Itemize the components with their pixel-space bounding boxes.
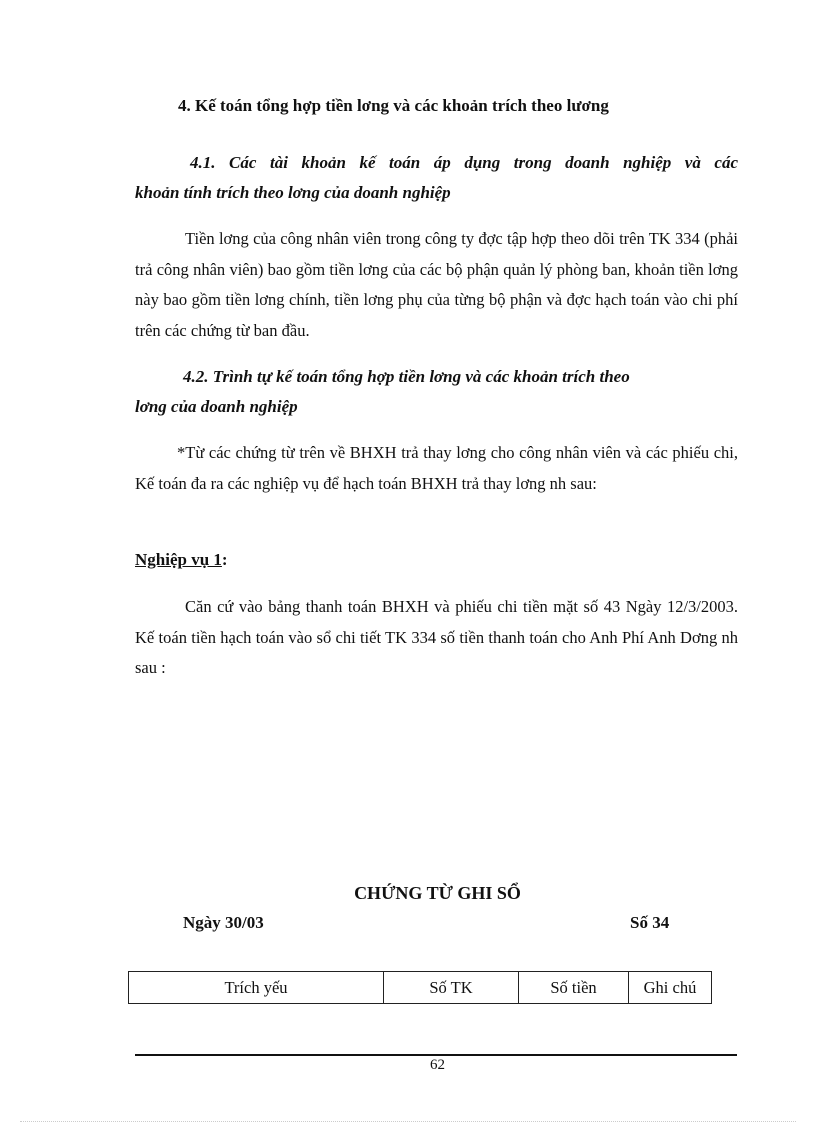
section-heading: 4. Kế toán tổng hợp tiền lơng và các khoản trích theo lương [178, 96, 609, 115]
page-number: 62 [430, 1057, 445, 1073]
nghiep-vu-colon: : [221, 550, 228, 569]
paragraph-2: *Từ các chứng từ trên về BHXH trả thay lơng cho công nhân viên và các phiếu chi, Kế toán đa ra các nghiệp vụ để hạch toán BHXH trả thay lơng nh sau: [135, 443, 738, 493]
footer-divider [135, 1054, 737, 1056]
chung-tu-table [128, 971, 712, 1004]
subsection-1-title-line2: khoản tính trích theo lơng của doanh nghiệp [135, 183, 451, 202]
paragraph-1: Tiền lơng của công nhân viên trong công ty đợc tập hợp theo dõi trên TK 334 (phải trả công nhân viên) bao gồm tiền lơng của các bộ phận quản lý phòng ban, khoản tiền lơng này bao gồm tiền lơng chính, tiền lơng phụ của từng bộ phận và đợc hạch toán vào chi phí trên các chứng từ ban đầu. [135, 229, 738, 340]
nghiep-vu-label: Nghiệp vụ 1 [135, 550, 222, 569]
table-header-row [129, 972, 712, 1004]
paragraph-3: Căn cứ vào bảng thanh toán BHXH và phiếu chi tiền mặt số 43 Ngày 12/3/2003. Kế toán tiền hạch toán vào sổ chi tiết TK 334 số tiền thanh toán cho Anh Phí Anh Dơng nh sau : [135, 597, 738, 677]
chung-tu-number: Số 34 [630, 913, 670, 932]
subsection-2-title-line2: lơng của doanh nghiệp [135, 397, 298, 416]
chung-tu-date: Ngày 30/03 [183, 913, 264, 932]
page-bottom-border [20, 1121, 796, 1122]
header-trich-yeu: Trích yếu [129, 972, 384, 1004]
subsection-2-title-line1: 4.2. Trình tự kế toán tổng hợp tiền lơng và các khoản trích theo [183, 367, 630, 386]
chung-tu-title: CHỨNG TỪ GHI SỔ [354, 883, 521, 903]
header-so-tien: Số tiền [519, 972, 629, 1004]
header-ghi-chu: Ghi chú [629, 972, 712, 1004]
nghiep-vu-heading [135, 550, 228, 570]
header-so-tk: Số TK [384, 972, 519, 1004]
subsection-1-title-line1: 4.1. Các tài khoản kế toán áp dụng trong doanh nghiệp và các [190, 153, 738, 172]
